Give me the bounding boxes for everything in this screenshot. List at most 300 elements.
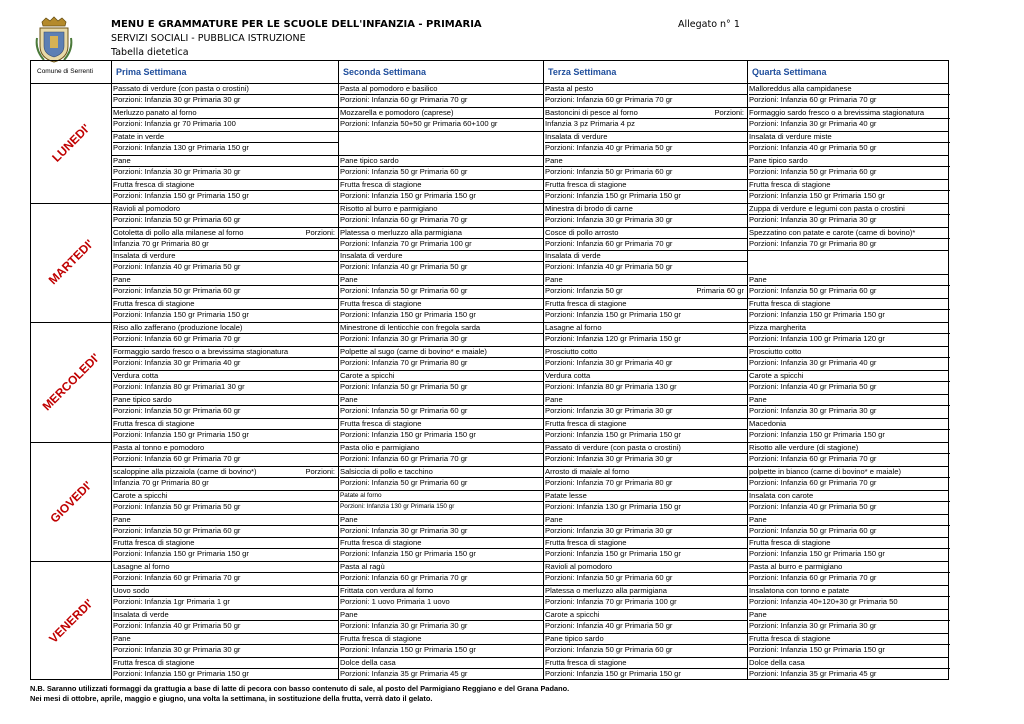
dish-name: Lasagne al forno: [545, 323, 747, 334]
day-band: [31, 561, 111, 681]
dish-name: Zuppa di verdure e legumi con pasta o crostini: [749, 204, 950, 215]
menu-cell: [543, 395, 747, 418]
portion-text: Porzioni: Infanzia 30 gr Primaria 30 gr: [545, 525, 673, 535]
menu-cell: [747, 108, 950, 131]
dish-name: Frutta fresca di stagione: [113, 538, 338, 549]
portion-text: Porzioni: Infanzia 50 gr Primaria 60 gr: [340, 405, 468, 415]
menu-cell: [543, 491, 747, 514]
menu-cell: [543, 180, 747, 203]
dish-name: Riso allo zafferano (produzione locale): [113, 323, 338, 334]
dish-name: Passato di verdure (con pasta o crostini): [113, 84, 338, 95]
footnotes: [30, 684, 949, 704]
dish-portion-label: Porzioni:: [714, 107, 744, 117]
dish-name: Pane: [749, 610, 950, 621]
dish-name: Pasta al ragù: [340, 562, 543, 573]
dish-name: Malloreddus alla campidanese: [749, 84, 950, 95]
dish-name: Pane: [113, 156, 338, 167]
portion-text: Porzioni: Infanzia 150 gr Primaria 150 gr: [113, 429, 249, 439]
menu-cell: [747, 323, 950, 346]
dish-name: Frutta fresca di stagione: [340, 299, 543, 310]
dish-name: Risotto alle verdure (di stagione): [749, 443, 950, 454]
dish-name: Frutta fresca di stagione: [113, 180, 338, 191]
menu-cell: [543, 108, 747, 131]
menu-cell: [747, 180, 950, 203]
menu-cell: [747, 204, 950, 227]
portion-text: Porzioni: Infanzia 50 gr Primaria 60 gr: [545, 645, 673, 655]
portion-text: Porzioni: Infanzia 70 gr Primaria 80 gr: [545, 477, 673, 487]
day-label: LUNEDI': [49, 121, 93, 165]
portion-text: Porzioni: Infanzia 60 gr Primaria 70 gr: [749, 453, 877, 463]
dish-name: Pasta al burro e parmigiano: [749, 562, 950, 573]
column-header-week-1: Prima Settimana: [116, 67, 187, 77]
menu-cell: [338, 156, 543, 179]
dish-name: Pane: [545, 156, 747, 167]
menu-cell: [338, 467, 543, 490]
menu-cell: [543, 275, 747, 298]
dish-name: Macedonia: [749, 419, 950, 430]
portion-text: Porzioni: Infanzia 80 gr Primaria 130 gr: [545, 382, 677, 392]
menu-cell: [747, 347, 950, 370]
dish-name: Insalata di verde: [545, 251, 747, 262]
portion-text: Porzioni: Infanzia 50 gr Primaria 60 gr: [113, 214, 241, 224]
menu-cell: [747, 467, 950, 490]
menu-cell: [543, 634, 747, 657]
portion-text: Porzioni: Infanzia gr 70 Primaria 100: [113, 118, 236, 128]
portion-text: Porzioni: Infanzia 30 gr Primaria 30 gr: [113, 645, 241, 655]
menu-cell: [747, 299, 950, 322]
dish-name: Platessa o merluzzo alla parmigiana: [340, 228, 543, 239]
portion-text: Porzioni: Infanzia 30 gr Primaria 30 gr: [113, 166, 241, 176]
dish-name: Dolce della casa: [340, 658, 543, 669]
dish-name: Frutta fresca di stagione: [113, 658, 338, 669]
dish-name: Frutta fresca di stagione: [545, 419, 747, 430]
menu-cell: [747, 84, 950, 107]
portion-text: Porzioni: Infanzia 30 gr Primaria 30 gr: [545, 453, 673, 463]
dish-name: Pane tipico sardo: [340, 156, 543, 167]
dish-name: Carote a spicchi: [545, 610, 747, 621]
menu-cell: [338, 419, 543, 442]
portion-text: Infanzia 70 gr Primaria 80 gr: [113, 477, 209, 487]
dish-name: Frutta fresca di stagione: [545, 180, 747, 191]
dish-name: Frutta fresca di stagione: [545, 658, 747, 669]
dish-portion-label: Porzioni:: [305, 227, 335, 237]
day-band: [31, 203, 111, 323]
portion-text: Porzioni: Infanzia 35 gr Primaria 45 gr: [340, 669, 468, 679]
portion-text: Porzioni: Infanzia 80 gr Primaria1 30 gr: [113, 382, 245, 392]
dish-name: Frutta fresca di stagione: [545, 299, 747, 310]
menu-cell: [338, 395, 543, 418]
dish-name: Risotto al burro e parmigiano: [340, 204, 543, 215]
portion-text: Porzioni: Infanzia 50 gr Primaria 60 gr: [113, 405, 241, 415]
dish-name: Pane: [545, 275, 747, 286]
menu-cell: [111, 108, 338, 131]
dish-name: Frutta fresca di stagione: [749, 538, 950, 549]
dish-name: Pizza margherita: [749, 323, 950, 334]
dish-name: Frutta fresca di stagione: [340, 538, 543, 549]
menu-cell: [747, 395, 950, 418]
menu-cell: [747, 251, 950, 274]
dish-name: Insalata di verdure: [545, 132, 747, 143]
dish-name: Ravioli al pomodoro: [113, 204, 338, 215]
menu-cell: [747, 634, 950, 657]
portion-text: Porzioni: Infanzia 60 gr Primaria 70 gr: [749, 477, 877, 487]
portion-text: Porzioni: Infanzia 150 gr Primaria 150 gr: [749, 429, 885, 439]
portion-text: Porzioni: Infanzia 50 gr Primaria 60 gr: [340, 286, 468, 296]
column-header-week-4: Quarta Settimana: [752, 67, 827, 77]
portion-text: Porzioni: Infanzia 50 gr Primaria 50 gr: [113, 501, 241, 511]
portion-text: Porzioni: Infanzia 150 gr Primaria 150 gr: [340, 645, 476, 655]
dish-name: Patate al forno: [340, 491, 543, 502]
menu-cell: [111, 467, 338, 490]
portion-text: Porzioni: Infanzia 30 gr Primaria 40 gr: [545, 358, 673, 368]
menu-cell: [747, 658, 950, 681]
dish-name: Minestrone di lenticchie con fregola sarda: [340, 323, 543, 334]
menu-cell: [111, 275, 338, 298]
menu-cell: [543, 347, 747, 370]
municipal-crest-icon: [34, 16, 74, 64]
dish-name: Verdura cotta: [545, 371, 747, 382]
dish-name: Formaggio sardo fresco o a brevissima stagionatura: [113, 347, 338, 358]
portion-text: Porzioni: Infanzia 30 gr Primaria 30 gr: [749, 405, 877, 415]
menu-cell: [543, 538, 747, 561]
portion-text: Porzioni: Infanzia 40 gr Primaria 50 gr: [545, 621, 673, 631]
menu-cell: [338, 658, 543, 681]
portion-infanzia: Porzioni: Infanzia 50 gr: [545, 286, 623, 296]
menu-cell: [338, 132, 543, 155]
menu-cell: [747, 156, 950, 179]
portion-text: Porzioni: Infanzia 50 gr Primaria 60 gr: [749, 166, 877, 176]
portion-text: Porzioni: Infanzia 30 gr Primaria 30 gr: [340, 621, 468, 631]
menu-cell: [543, 443, 747, 466]
menu-cell: [111, 132, 338, 155]
dish-name: Frutta fresca di stagione: [545, 538, 747, 549]
dish-name: Carote a spicchi: [340, 371, 543, 382]
document-title: MENU E GRAMMATURE PER LE SCUOLE DELL'INFANZIA - PRIMARIA: [111, 19, 482, 30]
menu-cell: [338, 515, 543, 538]
portion-text: Porzioni: Infanzia 150 gr Primaria 150 gr: [113, 190, 249, 200]
portion-text: Porzioni: Infanzia 70 gr Primaria 100 gr: [545, 597, 677, 607]
portion-text: Porzioni: Infanzia 50 gr Primaria 60 gr: [749, 525, 877, 535]
menu-cell: [111, 538, 338, 561]
dish-line: [113, 467, 338, 478]
dish-name: Mozzarella e pomodoro (caprese): [340, 108, 543, 119]
dish-name: Frutta fresca di stagione: [113, 419, 338, 430]
dish-name: Ravioli al pomodoro: [545, 562, 747, 573]
menu-cell: [747, 228, 950, 251]
document-header: [111, 18, 741, 60]
dish-name: Pane: [545, 395, 747, 406]
dish-name: Spezzatino con patate e carote (carne di bovino)*: [749, 228, 950, 239]
dish-name: Polpette al sugo (carne di bovino* e maiale): [340, 347, 543, 358]
portion-text: Porzioni: Infanzia 70 gr Primaria 100 gr: [340, 238, 472, 248]
allegato-label: Allegato n° 1: [678, 19, 740, 30]
menu-cell: [747, 443, 950, 466]
menu-cell: [543, 323, 747, 346]
menu-cell: [111, 443, 338, 466]
dish-name: Pane: [749, 395, 950, 406]
portion-line: [545, 286, 747, 296]
menu-cell: [747, 538, 950, 561]
portion-text: Porzioni: Infanzia 60 gr Primaria 70 gr: [113, 453, 241, 463]
dish-name: Lasagne al forno: [113, 562, 338, 573]
portion-text: Porzioni: Infanzia 100 gr Primaria 120 gr: [749, 334, 885, 344]
portion-text: Porzioni: Infanzia 60 gr Primaria 70 gr: [340, 453, 468, 463]
dish-name: Cosce di pollo arrosto: [545, 228, 747, 239]
dish-name: Pane: [113, 634, 338, 645]
menu-cell: [543, 228, 747, 251]
menu-cell: [111, 347, 338, 370]
portion-text: Porzioni: Infanzia 30 gr Primaria 30 gr: [749, 621, 877, 631]
menu-cell: [111, 371, 338, 394]
document-department: SERVIZI SOCIALI - PUBBLICA ISTRUZIONE: [111, 33, 306, 44]
portion-text: Porzioni: Infanzia 30 gr Primaria 30 gr: [545, 214, 673, 224]
portion-text: Porzioni: Infanzia 150 gr Primaria 150 gr: [113, 549, 249, 559]
portion-text: Porzioni: Infanzia 60 gr Primaria 70 gr: [749, 95, 877, 104]
dish-name: Patate lesse: [545, 491, 747, 502]
day-label: MARTEDI': [45, 237, 97, 288]
portion-text: Porzioni: 1 uovo Primaria 1 uovo: [340, 597, 450, 607]
menu-cell: [111, 491, 338, 514]
dish-name: Frutta fresca di stagione: [749, 299, 950, 310]
portion-text: Porzioni: Infanzia 50 gr Primaria 60 gr: [545, 573, 673, 583]
portion-text: Porzioni: Infanzia 150 gr Primaria 150 gr: [749, 190, 885, 200]
dish-name: Salsiccia di pollo e tacchino: [340, 467, 543, 478]
portion-text: Porzioni: Infanzia 30 gr Primaria 30 gr: [545, 405, 673, 415]
portion-text: Porzioni: Infanzia 150 gr Primaria 150 gr: [545, 310, 681, 320]
dish-name: Platessa o merluzzo alla parmigiana: [545, 586, 747, 597]
portion-text: Porzioni: Infanzia 50 gr Primaria 60 gr: [113, 525, 241, 535]
dish-name: Pasta al pomodoro e basilico: [340, 84, 543, 95]
dish-name: Pane: [113, 515, 338, 526]
comune-label: Comune di Serrenti: [37, 68, 93, 75]
portion-text: Porzioni: Infanzia 50 gr Primaria 50 gr: [340, 382, 468, 392]
dish-name: Cotoletta di pollo alla milanese al forno: [113, 227, 244, 237]
portion-text: Porzioni: Infanzia 150 gr Primaria 150 gr: [340, 549, 476, 559]
portion-text: Porzioni: Infanzia 150 gr Primaria 150 gr: [749, 549, 885, 559]
dish-name: Frutta fresca di stagione: [113, 299, 338, 310]
menu-cell: [111, 395, 338, 418]
day-label: GIOVEDI': [47, 477, 95, 526]
portion-text: Porzioni: Infanzia 30 gr Primaria 30 gr: [113, 95, 241, 104]
menu-cell: [338, 84, 543, 107]
menu-cell: [747, 491, 950, 514]
dish-name: Pane: [545, 515, 747, 526]
dish-name: Pane: [340, 395, 543, 406]
dish-name: Frutta fresca di stagione: [749, 180, 950, 191]
portion-text: Porzioni: Infanzia 150 gr Primaria 150 gr: [545, 429, 681, 439]
dish-name: Pasta al tonno e pomodoro: [113, 443, 338, 454]
menu-cell: [111, 586, 338, 609]
menu-cell: [338, 491, 543, 514]
menu-cell: [747, 610, 950, 633]
menu-cell: [338, 347, 543, 370]
menu-cell: [338, 275, 543, 298]
portion-text: Porzioni: Infanzia 40 gr Primaria 50 gr: [545, 142, 673, 152]
menu-cell: [543, 371, 747, 394]
dish-portion-label: Porzioni:: [305, 466, 335, 476]
portion-text: Porzioni: Infanzia 60 gr Primaria 70 gr: [749, 573, 877, 583]
dish-name: Patate in verde: [113, 132, 338, 143]
dish-name: Pane: [340, 275, 543, 286]
column-header-week-2: Seconda Settimana: [343, 67, 427, 77]
portion-text: Porzioni: Infanzia 150 gr Primaria 150 gr: [545, 549, 681, 559]
menu-cell: [543, 156, 747, 179]
dish-name: Passato di verdure (con pasta o crostini): [545, 443, 747, 454]
menu-cell: [543, 204, 747, 227]
menu-cell: [338, 586, 543, 609]
portion-text: Porzioni: Infanzia 50 gr Primaria 60 gr: [113, 286, 241, 296]
dish-name: Frutta fresca di stagione: [749, 634, 950, 645]
menu-cell: [111, 323, 338, 346]
dish-name: Dolce della casa: [749, 658, 950, 669]
menu-cell: [338, 228, 543, 251]
menu-cell: [111, 251, 338, 274]
dish-name: Frutta fresca di stagione: [340, 180, 543, 191]
menu-cell: [747, 371, 950, 394]
dish-name: Carote a spicchi: [113, 491, 338, 502]
portion-text: Porzioni: Infanzia 50+50 gr Primaria 60+100 gr: [340, 118, 498, 128]
menu-cell: [543, 299, 747, 322]
menu-cell: [111, 180, 338, 203]
portion-text: Porzioni: Infanzia 150 gr Primaria 150 gr: [749, 645, 885, 655]
menu-cell: [111, 419, 338, 442]
menu-cell: [747, 586, 950, 609]
menu-cell: [338, 610, 543, 633]
portion-text: Infanzia 3 pz Primaria 4 pz: [545, 118, 635, 128]
menu-cell: [747, 132, 950, 155]
menu-cell: [338, 180, 543, 203]
dish-name: Pane tipico sardo: [113, 395, 338, 406]
menu-cell: [111, 156, 338, 179]
menu-cell: [338, 108, 543, 131]
portion-text: Porzioni: Infanzia 50 gr Primaria 60 gr: [340, 166, 468, 176]
portion-text: Porzioni: Infanzia 60 gr Primaria 70 gr: [340, 95, 468, 104]
dish-name: Pane: [749, 275, 950, 286]
portion-text: Porzioni: Infanzia 60 gr Primaria 70 gr: [545, 238, 673, 248]
portion-text: Porzioni: Infanzia 35 gr Primaria 45 gr: [749, 669, 877, 679]
dish-name: Insalata di verdure miste: [749, 132, 950, 143]
dish-name: Pane: [340, 610, 543, 621]
dish-name: Merluzzo panato al forno: [113, 108, 338, 119]
portion-text: Porzioni: Infanzia 70 gr Primaria 80 gr: [340, 358, 468, 368]
day-band: [31, 322, 111, 442]
portion-text: Porzioni: Infanzia 60 gr Primaria 70 gr: [545, 95, 673, 104]
menu-cell: [543, 610, 747, 633]
dish-name: Frutta fresca di stagione: [340, 634, 543, 645]
menu-cell: [543, 586, 747, 609]
day-band: [31, 83, 111, 203]
portion-text: Porzioni: Infanzia 50 gr Primaria 60 gr: [545, 166, 673, 176]
menu-cell: [747, 562, 950, 585]
portion-text: Porzioni: Infanzia 30 gr Primaria 30 gr: [340, 525, 468, 535]
portion-text: Porzioni: Infanzia 70 gr Primaria 80 gr: [749, 238, 877, 248]
day-label: MERCOLEDI': [39, 350, 103, 414]
menu-cell: [543, 419, 747, 442]
portion-text: Porzioni: Infanzia 120 gr Primaria 150 gr: [545, 334, 681, 344]
portion-text: Porzioni: Infanzia 150 gr Primaria 150 gr: [340, 310, 476, 320]
portion-text: Porzioni: Infanzia 30 gr Primaria 40 gr: [749, 118, 877, 128]
dish-name: Insalatona con tonno e patate: [749, 586, 950, 597]
portion-text: Porzioni: Infanzia 150 gr Primaria 150 gr: [340, 190, 476, 200]
menu-cell: [111, 204, 338, 227]
menu-cell: [338, 371, 543, 394]
portion-text: Porzioni: Infanzia 60 gr Primaria 70 gr: [340, 573, 468, 583]
dish-name: Verdura cotta: [113, 371, 338, 382]
portion-text: Porzioni: Infanzia 30 gr Primaria 40 gr: [113, 358, 241, 368]
portion-text: Porzioni: Infanzia 150 gr Primaria 150 gr: [113, 669, 249, 679]
menu-cell: [543, 658, 747, 681]
menu-cell: [111, 515, 338, 538]
menu-cell: [338, 562, 543, 585]
portion-text: Porzioni: Infanzia 150 gr Primaria 150 gr: [340, 429, 476, 439]
menu-cell: [338, 323, 543, 346]
dish-name: Prosciutto cotto: [545, 347, 747, 358]
menu-cell: [543, 84, 747, 107]
dish-name: Frittata con verdura al forno: [340, 586, 543, 597]
dish-name: Carote a spicchi: [749, 371, 950, 382]
menu-cell: [111, 634, 338, 657]
menu-cell: [747, 275, 950, 298]
dish-name: Pane: [340, 515, 543, 526]
dish-name: Pane: [749, 515, 950, 526]
dish-name: Insalata di verde: [113, 610, 338, 621]
portion-text: Porzioni: Infanzia 40 gr Primaria 50 gr: [749, 501, 877, 511]
menu-cell: [543, 515, 747, 538]
menu-cell: [111, 299, 338, 322]
portion-text: Porzioni: Infanzia 40+120+30 gr Primaria 50: [749, 597, 898, 607]
column-header-week-3: Terza Settimana: [548, 67, 617, 77]
dish-name: Pane: [113, 275, 338, 286]
menu-cell: [338, 443, 543, 466]
menu-cell: [543, 467, 747, 490]
footnote-cheese: N.B. Saranno utilizzati formaggi da grattugia a base di latte di pecora con basso contenuto di sale, al posto del Parmigiano Reggiano e del Grana Padano.: [30, 684, 570, 693]
document-subtitle: Tabella dietetica: [111, 47, 189, 58]
dish-line: [545, 108, 747, 119]
menu-cell: [111, 228, 338, 251]
portion-text: Porzioni: Infanzia 40 gr Primaria 50 gr: [340, 262, 468, 272]
dish-name: Prosciutto cotto: [749, 347, 950, 358]
day-label: VENERDI': [46, 596, 96, 647]
dish-name: Pane tipico sardo: [545, 634, 747, 645]
portion-text: Porzioni: Infanzia 40 gr Primaria 50 gr: [749, 382, 877, 392]
menu-cell: [111, 84, 338, 107]
portion-text: Porzioni: Infanzia 60 gr Primaria 70 gr: [113, 334, 241, 344]
portion-text: Porzioni: Infanzia 30 gr Primaria 40 gr: [749, 358, 877, 368]
portion-text: Infanzia 70 gr Primaria 80 gr: [113, 238, 209, 248]
menu-cell: [747, 515, 950, 538]
portion-text: Porzioni: Infanzia 40 gr Primaria 50 gr: [113, 621, 241, 631]
dish-name: Insalata con carote: [749, 491, 950, 502]
dish-name: Uovo sodo: [113, 586, 338, 597]
dish-name: Frutta fresca di stagione: [340, 419, 543, 430]
portion-text: Porzioni: Infanzia 50 gr Primaria 60 gr: [340, 477, 468, 487]
menu-table: [30, 60, 949, 680]
portion-text: Porzioni: Infanzia 40 gr Primaria 50 gr: [113, 262, 241, 272]
day-band: [31, 442, 111, 562]
dish-line: [113, 228, 338, 239]
portion-primaria: Primaria 60 gr: [696, 286, 744, 296]
menu-cell: [338, 204, 543, 227]
menu-cell: [747, 419, 950, 442]
menu-cell: [338, 299, 543, 322]
dish-name: Insalata di verdure: [113, 251, 338, 262]
menu-cell: [543, 132, 747, 155]
portion-text: Porzioni: Infanzia 130 gr Primaria 150 gr: [340, 502, 455, 510]
menu-cell: [338, 251, 543, 274]
dish-name: Minestra di brodo di carne: [545, 204, 747, 215]
menu-cell: [543, 251, 747, 274]
menu-cell: [111, 610, 338, 633]
